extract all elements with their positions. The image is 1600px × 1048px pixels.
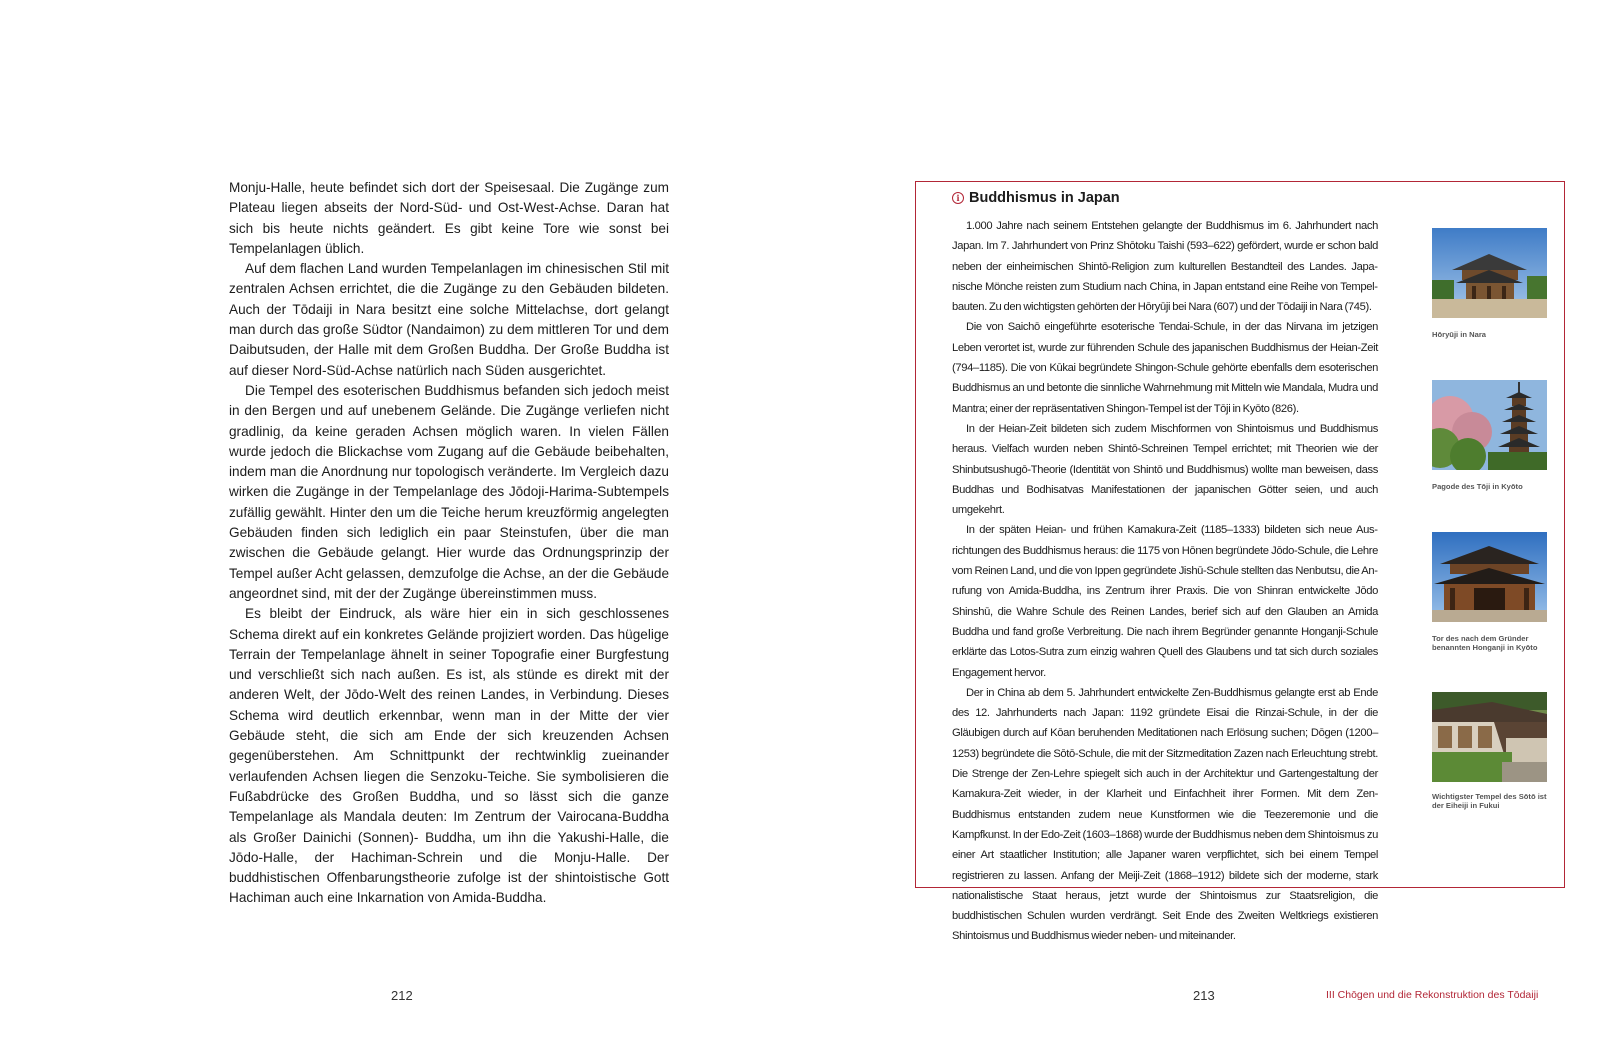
caption-eiheiji: Wichtigster Tempel des Sōtō ist der Eiheiji in Fukui — [1432, 792, 1547, 810]
photo-honganji-gate — [1432, 532, 1547, 622]
left-body-text — [229, 178, 669, 909]
left-paragraph-3: Die Tempel des esoterischen Buddhismus befanden sich jedoch meist in den Bergen und auf unebenem Gelände. Die Zugänge verliefen nicht gradlinig, da keine geraden Achsen möglich waren. In vielen Fällen wurde jedoch die Blickachse vom Zugang auf die Gebäude beibehalten, indem man die Anordnung nur topologisch veränderte. Im Vergleich dazu wirken die Zugänge in der Tempelanlage des Jōdoji-Harima-Subtempels zufällig gewählt. Hinter den um die Teiche herum kreuzförmig angelegten Gebäuden finden sich lediglich ein paar Steinstufen, über die man zwischen die Gebäude gelangt. Hier wurde das Ordnungsprinzip der Tempel außer Acht gelassen, demzufolge die Achse, an der die Gebäude angeordnet sind, mit der der Zugänge übereinstimmen muss. — [229, 382, 669, 601]
infobox-paragraph-4: In der späten Heian- und frühen Kamakura-Zeit (1185–1333) bildeten sich neue Ausrichtungen des Buddhismus heraus: die 1175 von Hōnen begründete Jōdo-Schule, die Lehre vom Reinen Land, und die von Ippen gegründete Jishū-Schule stellten das Nenbutsu, die Anrufung von Amida-Buddha, ins Zentrum ihrer Praxis. Die von Shinran entwickelte Jōdo Shinshū, die Wahre Schule des Reinen Landes, berief sich auf den Glauben an Amida Buddha und fand große Verbreitung. Die nach ihrem Begründer genannte Honganji-Schule erklärte das Lotos-Sutra zum einzig wahren Quell des Glaubens und tat sich durch soziales Engagement hervor. — [952, 524, 1378, 679]
left-paragraph-1: Monju-Halle, heute befindet sich dort der Speisesaal. Die Zugänge zum Plateau liegen abseits der Nord-Süd- und Ost-West-Achse. Daran hat sich bis heute nichts geändert. Es gibt keine Tore wie sonst bei Tempelanlagen üblich. — [229, 180, 669, 256]
infobox-title-text: Buddhismus in Japan — [969, 190, 1120, 206]
photo-toji-pagoda — [1432, 380, 1547, 470]
infobox-paragraph-2: Die von Saichō eingeführte esoterische Tendai-Schule, in der das Nirvana im jetzigen Leben verortet ist, wurde zur führenden Schule des japanischen Buddhismus der Heian-Zeit (794–1185). Die von Kūkai begründete Shingon-Schule gehörte ebenfalls dem esoterischen Buddhismus an und betonte die sinnliche Wahrnehmung mit Mitteln wie Mandala, Mudra und Mantra; einer der repräsentativen Shingon-Tempel ist der Tōji in Kyōto (826). — [952, 321, 1378, 415]
page-number-left: 212 — [391, 988, 413, 1003]
infobox-body-text — [952, 216, 1378, 947]
infobox-paragraph-5: Der in China ab dem 5. Jahrhundert entwickelte Zen-Buddhismus gelangte erst ab Ende des 12. Jahrhunderts nach Japan: 1192 gründete Eisai die Rinzai-Schule, in der die Gläubigen durch auf Kōan beruhenden Meditationen nach Erlösung suchen; Dōgen (1200–1253) begründete die Sōtō-Schule, die mit der Sitzmeditation Zazen nach Erleuchtung strebt. Die Strenge der Zen-Lehre spiegelt sich auch in der Architektur und Gartengestaltung der Kamakura-Zeit wieder, in der Klarheit und Einfachheit ihrer Formen. Mit dem Zen-Buddhismus entstanden zudem neue Kunstformen wie die Teezeremonie und die Kampfkunst. In der Edo-Zeit (1603–1868) wurde der Buddhismus neben dem Shintoismus zu einer Art staatlicher Institution; alle Japaner waren verpflichtet, sich bei einem Tempel registrieren zu lassen. Anfang der Meiji-Zeit (1868–1912) bildete sich der moderne, stark nationalistische Staat heraus, jetzt wurde der Shintoismus zur Staatsreligion, die buddhistischen Schulen wurden verdrängt. Seit Ende des Zweiten Weltkriegs existieren Shintoismus und Buddhismus wieder neben- und miteinander. — [952, 686, 1378, 943]
infobox-title — [952, 190, 1120, 206]
caption-horyuji: Hōryūji in Nara — [1432, 330, 1487, 339]
page-number-right: 213 — [1193, 988, 1215, 1003]
photo-horyuji — [1432, 228, 1547, 318]
infobox-paragraph-1: 1.000 Jahre nach seinem Entstehen gelangte der Buddhismus im 6. Jahrhundert nach Japan. Im 7. Jahrhundert von Prinz Shōtoku Taishi (593–622) gefördert, wurde er schon bald neben der einheimischen Shintō-Religion zum kulturellen Bestandteil des Landes. Japanische Mönche reisten zum Studium nach China, in Japan entstand eine Reihe von Tempelbauten. Zu den wichtigsten gehörten der Hōryūji bei Nara (607) und der Tōdaiji in Nara (745). — [952, 220, 1378, 314]
infobox-buddhismus — [915, 181, 1565, 943]
running-head: III Chōgen und die Rekonstruktion des Tōdaiji — [1326, 989, 1539, 1001]
caption-honganji-gate: Tor des nach dem Gründer benannten Honganji in Kyōto — [1432, 634, 1538, 652]
photo-eiheiji — [1432, 692, 1547, 782]
left-paragraph-4: Es bleibt der Eindruck, als wäre hier ein in sich geschlossenes Schema direkt auf ein konkretes Gelände projiziert worden. Das hügelige Terrain der Tempelanlage ähnelt in seiner Topografie einer Burgfestung und verschließt sich nach außen. Es ist, als stünde es direkt mit der anderen Welt, der Jōdo-Welt des reinen Landes, in Verbindung. Dieses Schema wird deutlich erkennbar, wenn man in der Mitte der vier Gebäude steht, die sich am Ende der sich kreuzenden Achsen gegenüberstehen. Am Schnittpunkt der rechtwinklig zueinander verlaufenden Achsen liegen die Senzoku-Teiche. Sie symbolisieren die Fußabdrücke des Großen Buddha, und so lässt sich die ganze Tempelanlage als Mandala deuten: Im Zentrum der Vairocana-Buddha als Großer Dainichi (Sonnen)- Buddha, um ihn die Yakushi-Halle, die Jōdo-Halle, der Hachiman-Schrein und die Monju-Halle. Der buddhistischen Offenbarungstheorie zufolge ist der shintoistische Gott Hachiman auch eine Inkarnation von Amida-Buddha. — [229, 606, 669, 906]
left-paragraph-2: Auf dem flachen Land wurden Tempelanlagen im chinesischen Stil mit zentralen Achsen errichtet, die die Zugänge zu den Gebäuden bildeten. Auch der Tōdaiji in Nara besitzt eine solche Mittelachse, dort gelangt man durch das große Südtor (Nandaimon) zu dem mittleren Tor und dem Daibutsuden, der Halle mit dem Großen Buddha. Der Große Buddha ist auf dieser Nord-Süd-Achse natürlich nach Süden ausgerichtet. — [229, 261, 669, 378]
caption-toji-pagoda: Pagode des Tōji in Kyōto — [1432, 482, 1523, 491]
right-page — [800, 0, 1600, 1048]
info-icon: i — [952, 192, 964, 204]
infobox-paragraph-3: In der Heian-Zeit bildeten sich zudem Mischformen von Shintoismus und Buddhismus heraus. Vielfach wurden neben Shintō-Schreinen Tempel errichtet; mit Theorien wie der Shinbutsushugō-Theorie (Identität von Shintō und Buddhismus) wollte man beweisen, dass Buddhas und Bodhisatvas Manifestationen der japanischen Götter seien, und auch umgekehrt. — [952, 422, 1378, 517]
